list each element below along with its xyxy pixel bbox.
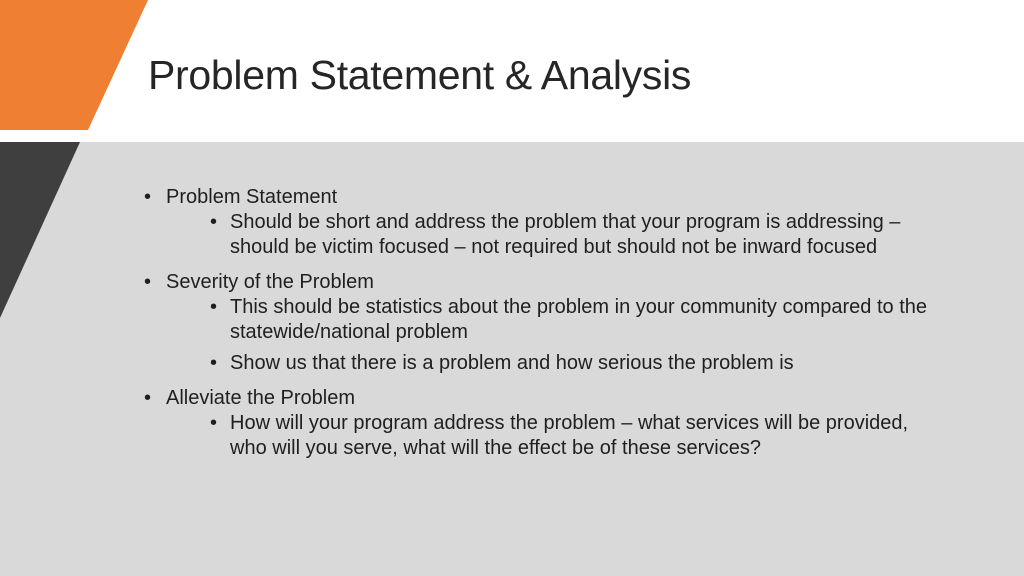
bullet-dot-icon: • bbox=[210, 412, 218, 434]
bullet-dot-icon: • bbox=[210, 211, 218, 233]
sub-bullet bbox=[166, 295, 940, 345]
slide-title: Problem Statement & Analysis bbox=[148, 52, 692, 98]
bullet-alleviate bbox=[140, 385, 940, 461]
bullet-text: Alleviate the Problem bbox=[166, 387, 355, 409]
orange-accent-shape bbox=[0, 0, 148, 130]
bullet-dot-icon: • bbox=[144, 271, 152, 293]
sub-bullet-text: Should be short and address the problem that your program is addressing – should be victim focused – not required but should not be inward focused bbox=[230, 211, 901, 258]
bullet-text: Problem Statement bbox=[166, 186, 338, 208]
sub-bullet-text: How will your program address the problem – what services will be provided, who will you serve, what will the effect be of these services? bbox=[230, 412, 909, 459]
sub-bullet bbox=[166, 351, 940, 376]
bullet-problem-statement bbox=[140, 184, 940, 260]
bullet-text: Severity of the Problem bbox=[166, 271, 374, 293]
sub-bullet-text: This should be statistics about the problem in your community compared to the statewide/national problem bbox=[230, 296, 928, 343]
bullet-dot-icon: • bbox=[144, 387, 152, 409]
bullet-content bbox=[140, 184, 940, 470]
bullet-dot-icon: • bbox=[144, 186, 152, 208]
bullet-dot-icon: • bbox=[210, 296, 218, 318]
sub-bullet-text: Show us that there is a problem and how serious the problem is bbox=[230, 352, 794, 374]
bullet-severity bbox=[140, 269, 940, 376]
sub-bullet bbox=[166, 411, 940, 461]
sub-bullet bbox=[166, 210, 940, 260]
bullet-dot-icon: • bbox=[210, 352, 218, 374]
